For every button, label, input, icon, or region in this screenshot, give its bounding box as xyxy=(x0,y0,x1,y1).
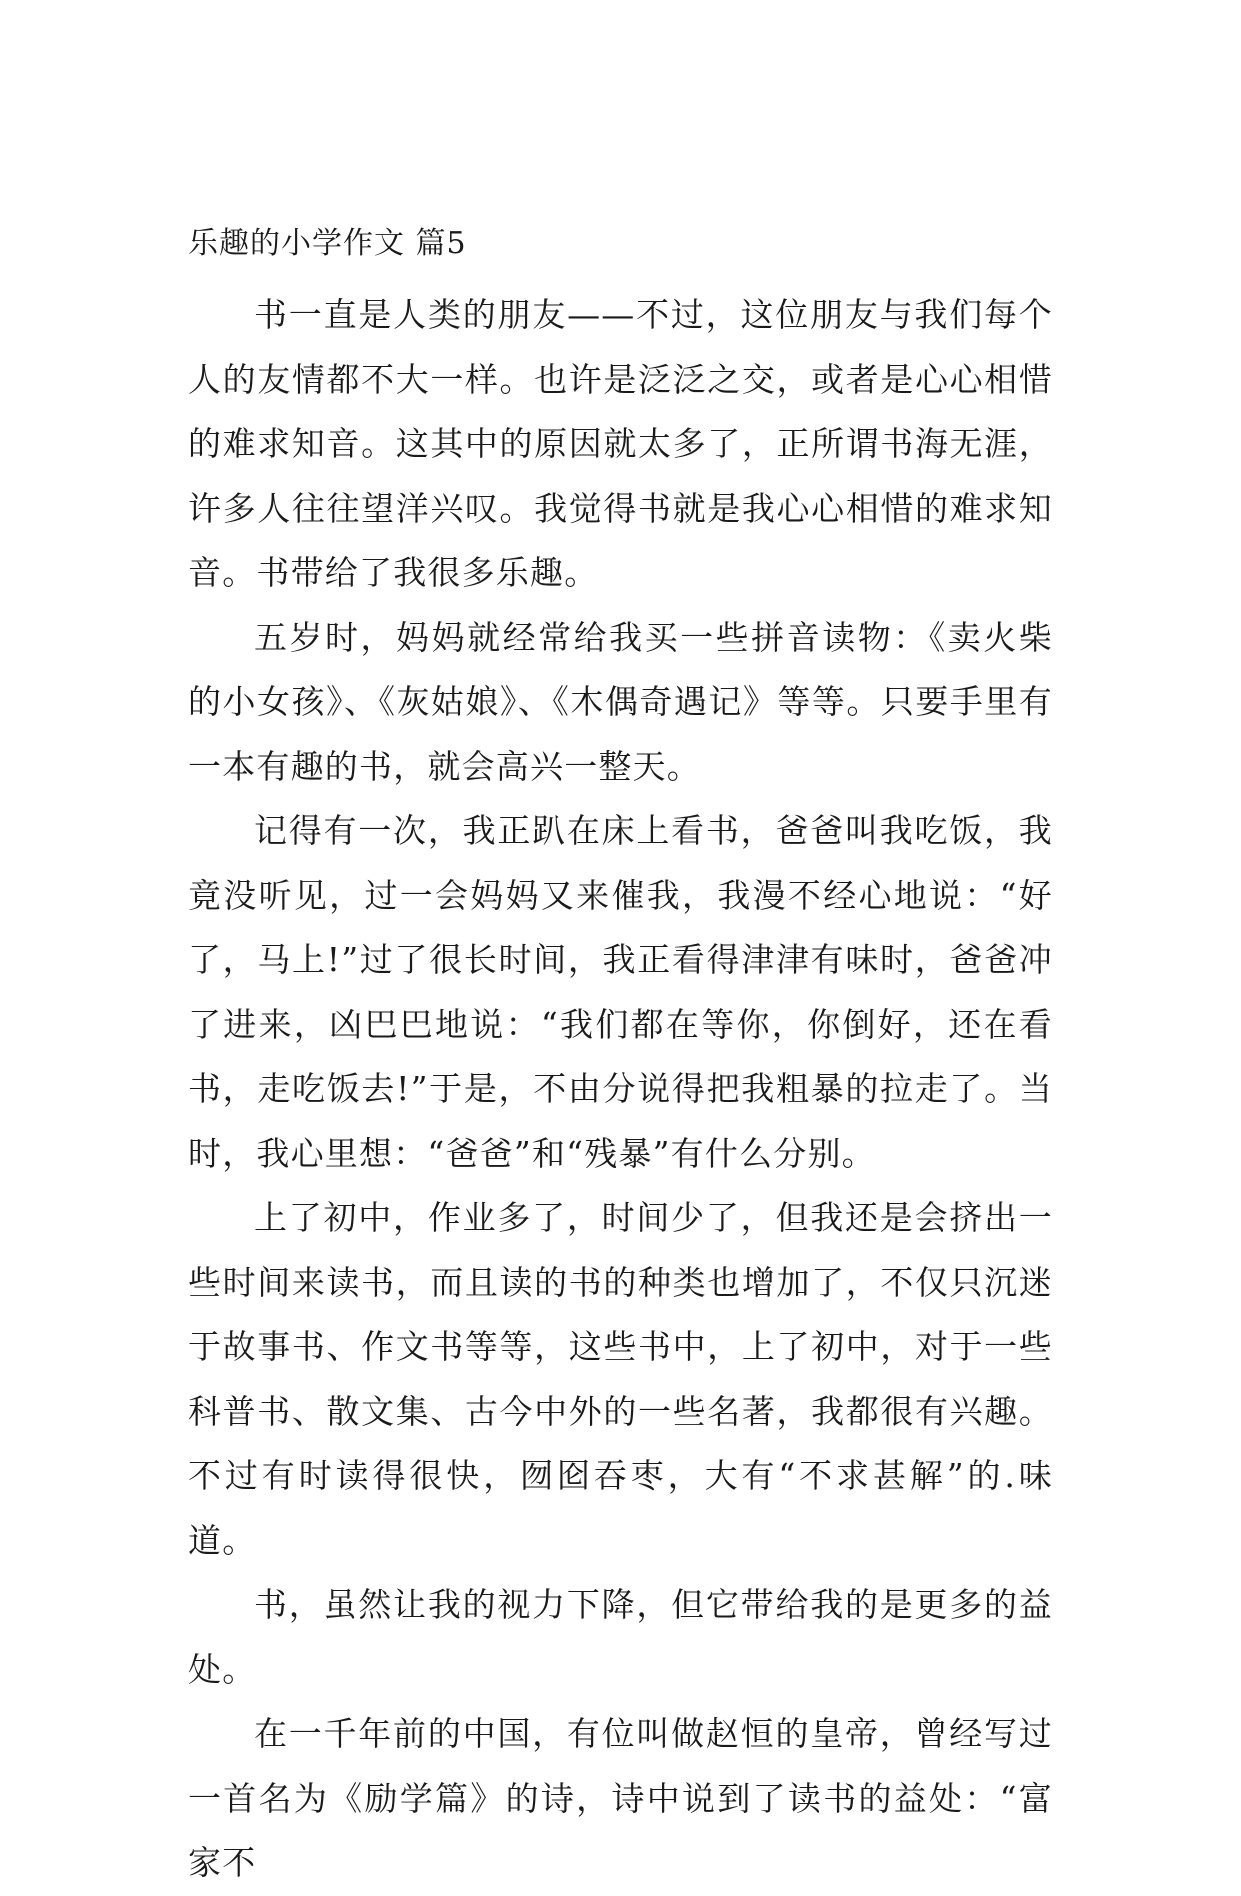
article-body xyxy=(188,283,1053,1896)
paragraph: 在一千年前的中国，有位叫做赵恒的皇帝，曾经写过一首名为《励学篇》的诗，诗中说到了读书的益处：“富家不 xyxy=(188,1714,1053,1882)
paragraph: 上了初中，作业多了，时间少了，但我还是会挤出一些时间来读书，而且读的书的种类也增加了，不仅只沉迷于故事书、作文书等等，这些书中，上了初中，对于一些科普书、散文集、古今中外的一些名著，我都很有兴趣。不过有时读得很快，囫囵吞枣，大有“不求甚解”的.味道。 xyxy=(188,1198,1053,1560)
paragraph: 书一直是人类的朋友——不过，这位朋友与我们每个人的友情都不大一样。也许是泛泛之交，或者是心心相惜的难求知音。这其中的原因就太多了，正所谓书海无涯，许多人往往望洋兴叹。我觉得书就是我心心相惜的难求知音。书带给了我很多乐趣。 xyxy=(188,295,1053,592)
page-title: 乐趣的小学作文 篇5 xyxy=(188,226,467,261)
paragraph: 书，虽然让我的视力下降，但它带给我的是更多的益处。 xyxy=(188,1585,1053,1689)
paragraph: 记得有一次，我正趴在床上看书，爸爸叫我吃饭，我竟没听见，过一会妈妈又来催我，我漫不经心地说：“好了，马上!”过了很长时间，我正看得津津有味时，爸爸冲了进来，凶巴巴地说：“我们都在等你，你倒好，还在看书，走吃饭去!”于是，不由分说得把我粗暴的拉走了。当时，我心里想：“爸爸”和“残暴”有什么分别。 xyxy=(188,811,1053,1173)
paragraph: 五岁时，妈妈就经常给我买一些拼音读物：《卖火柴的小女孩》、《灰姑娘》、《木偶奇遇记》等等。只要手里有一本有趣的书，就会高兴一整天。 xyxy=(188,617,1053,786)
